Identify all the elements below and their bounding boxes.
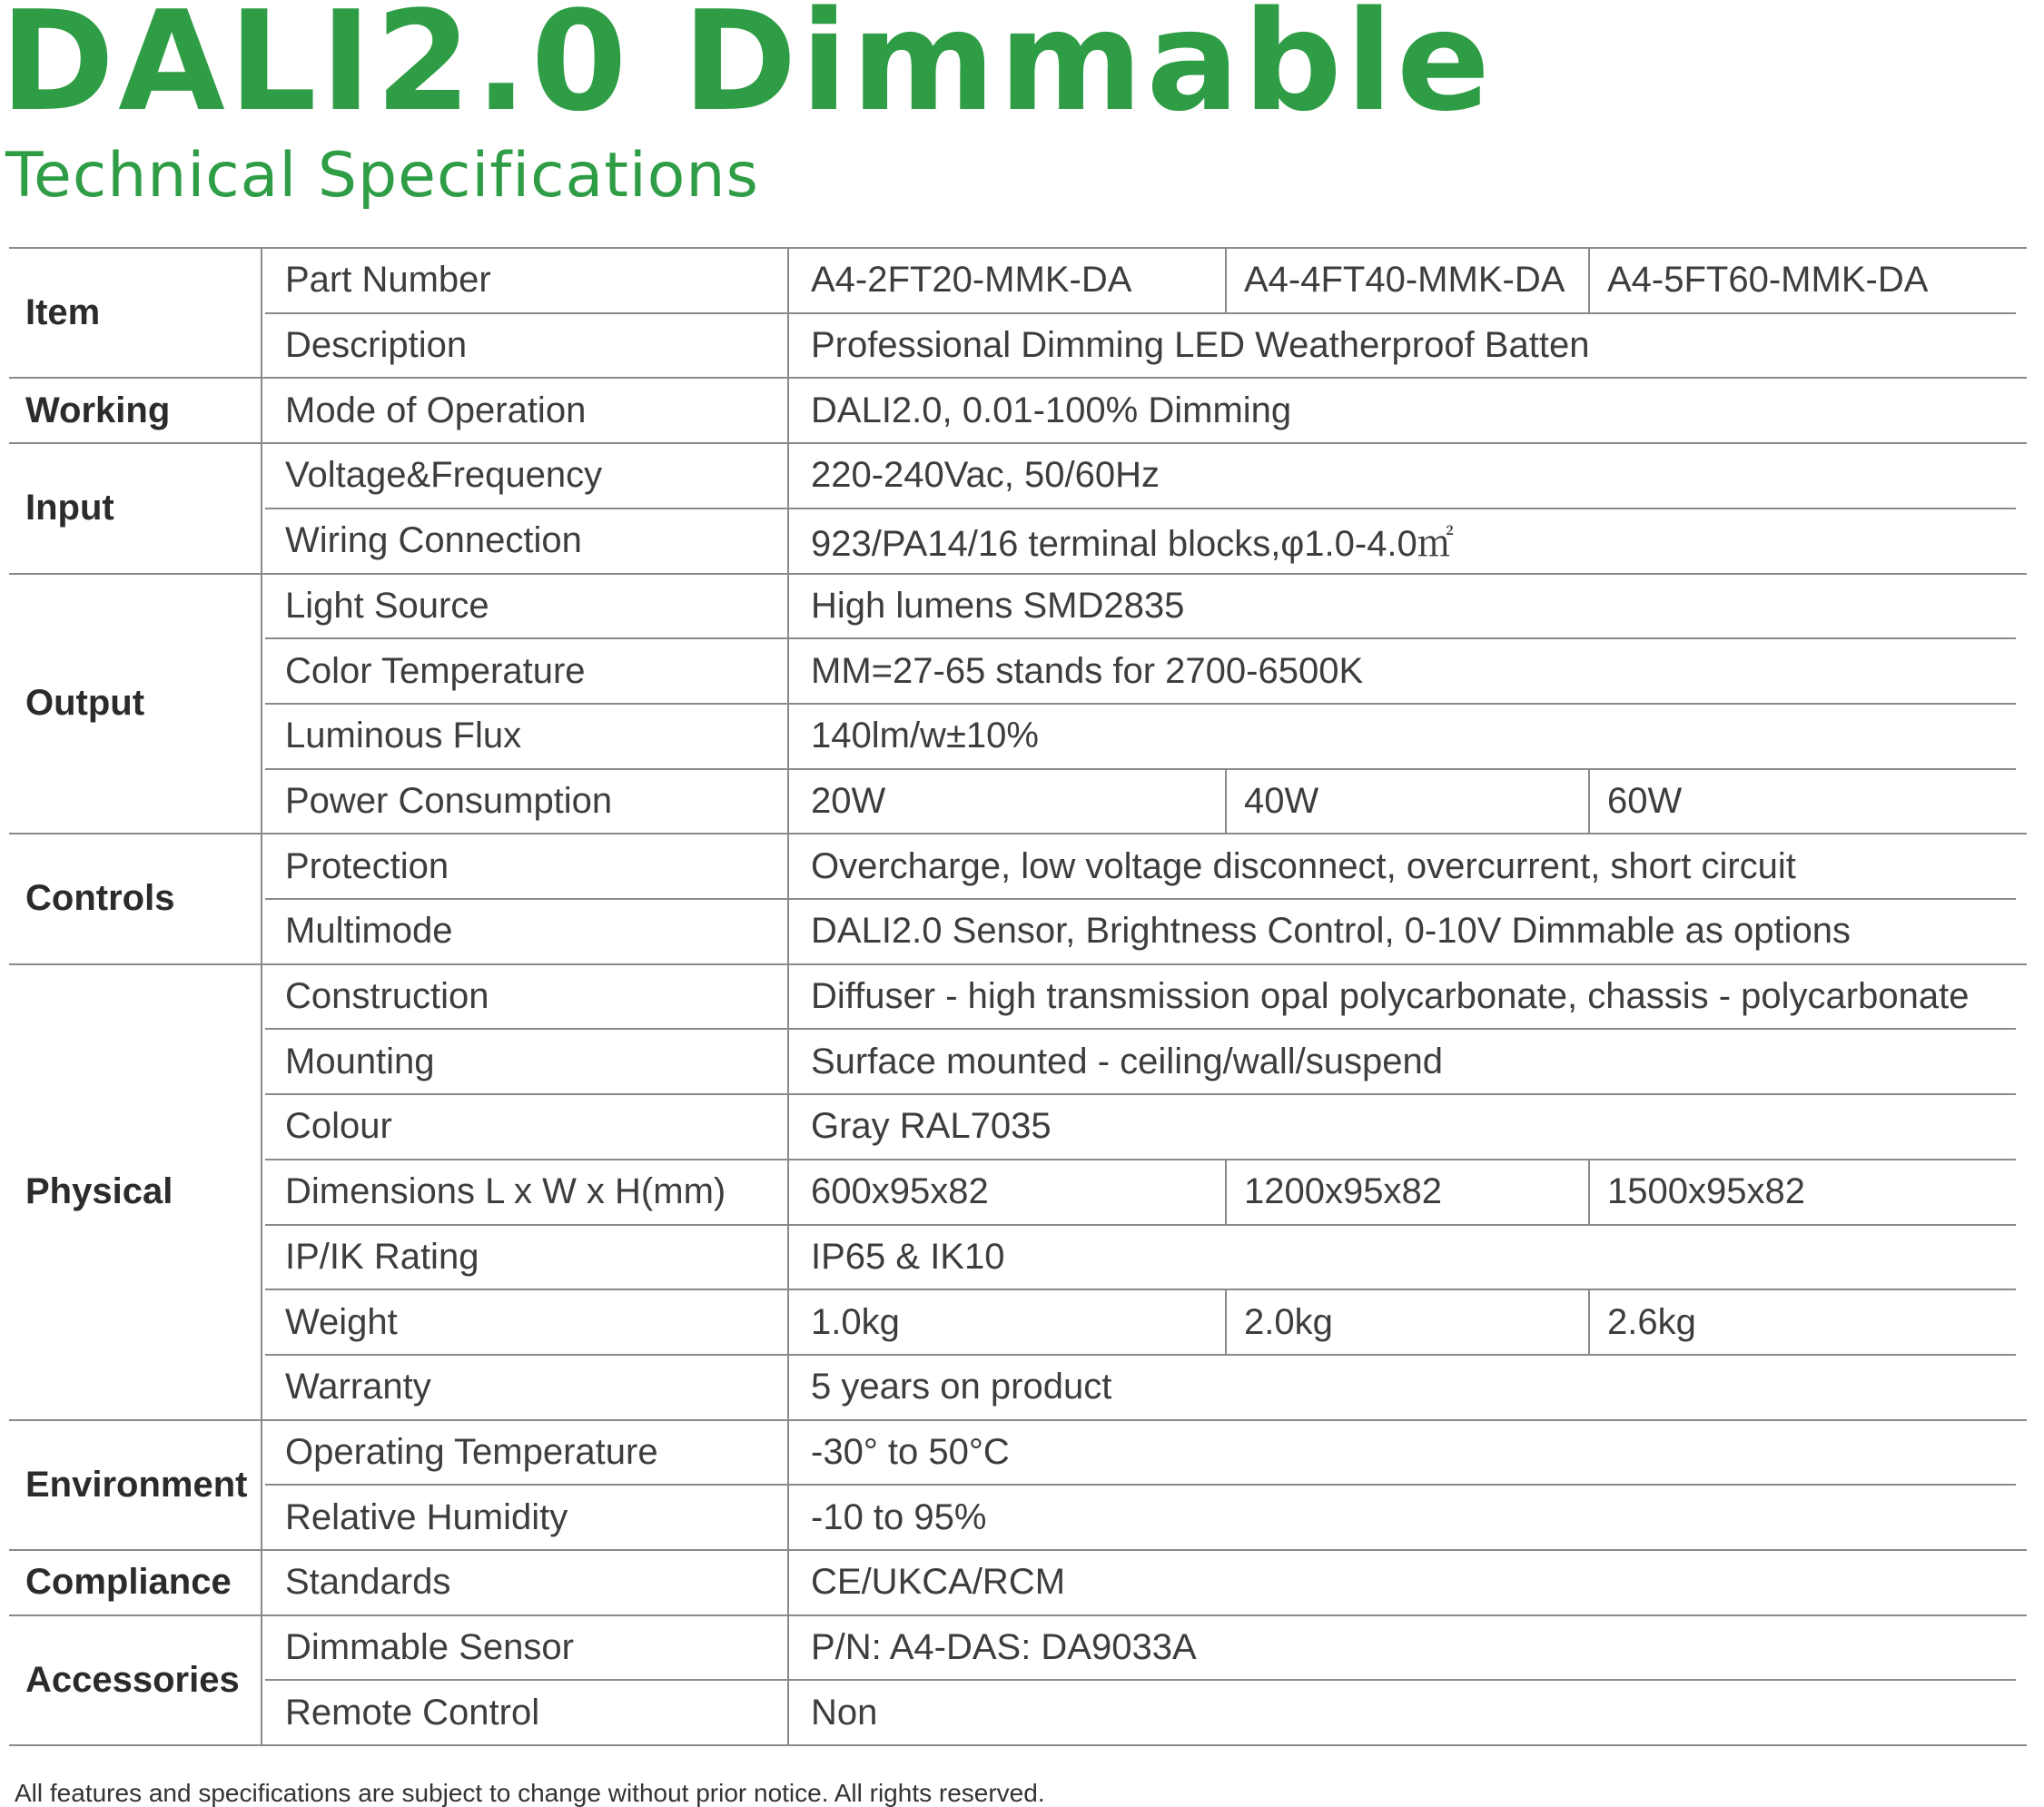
spec-value: 5 years on product (811, 1367, 1112, 1407)
page-title: DALI2.0 Dimmable (0, 0, 1495, 142)
spec-value-variant-1: 20W (811, 780, 886, 821)
spec-value-variant-1: A4-2FT20-MMK-DA (811, 260, 1132, 301)
spec-value: 923/PA14/16 terminal blocks,φ1.0-4.0㎡ (811, 524, 1454, 565)
spec-label: Remote Control (285, 1692, 540, 1733)
variant-column-divider (1588, 769, 1590, 834)
spec-value: 140lm/w±10% (811, 716, 1039, 756)
spec-value: Diffuser - high transmission opal polycarbonate, chassis - polycarbonate (811, 976, 1970, 1017)
category-label: Working (25, 390, 171, 430)
spec-value-variant-1: 1.0kg (811, 1301, 900, 1342)
spec-value: Gray RAL7035 (811, 1106, 1052, 1147)
spec-value: Non (811, 1692, 878, 1733)
spec-value-variant-3: 2.6kg (1607, 1301, 1696, 1342)
label-column-divider (787, 248, 789, 1745)
spec-label: Luminous Flux (285, 716, 522, 756)
spec-label: Weight (285, 1301, 398, 1342)
spec-value-variant-2: A4-4FT40-MMK-DA (1244, 260, 1565, 301)
category-label: Accessories (25, 1659, 240, 1700)
spec-value: 220-240Vac, 50/60Hz (811, 455, 1160, 496)
spec-value: Surface mounted - ceiling/wall/suspend (811, 1041, 1443, 1081)
footer-notice: All features and specifications are subject to change without prior notice. All rights reserved. (15, 1779, 1045, 1807)
spec-label: Part Number (285, 260, 491, 301)
spec-label: Operating Temperature (285, 1431, 658, 1472)
spec-label: Wiring Connection (285, 520, 582, 561)
spec-value-variant-1: 600x95x82 (811, 1171, 989, 1212)
category-label: Output (25, 683, 145, 724)
spec-label: Dimmable Sensor (285, 1627, 574, 1668)
variant-column-divider (1588, 1160, 1590, 1225)
spec-label: Construction (285, 976, 489, 1017)
row-divider (265, 1354, 2016, 1356)
spec-value: IP65 & IK10 (811, 1236, 1005, 1277)
spec-label: Colour (285, 1106, 392, 1147)
spec-label: Light Source (285, 585, 489, 626)
spec-value: Overcharge, low voltage disconnect, overcurrent, short circuit (811, 845, 1796, 886)
spec-value: -30° to 50°C (811, 1431, 1010, 1472)
variant-column-divider (1225, 1289, 1227, 1355)
spec-value-variant-2: 2.0kg (1244, 1301, 1333, 1342)
spec-label: Protection (285, 845, 449, 886)
category-label: Item (25, 292, 101, 333)
variant-column-divider (1225, 769, 1227, 834)
category-label: Physical (25, 1171, 173, 1212)
spec-label: Mounting (285, 1041, 435, 1081)
spec-label: Standards (285, 1562, 451, 1603)
spec-label: Multimode (285, 911, 453, 952)
spec-value: MM=27-65 stands for 2700-6500K (811, 650, 1364, 691)
variant-column-divider (1225, 1160, 1227, 1225)
spec-label: Description (285, 325, 468, 366)
variant-column-divider (1588, 248, 1590, 313)
category-column-divider (261, 248, 262, 1745)
row-divider (265, 1289, 2016, 1290)
spec-value: DALI2.0 Sensor, Brightness Control, 0-10V Dimmable as options (811, 911, 1851, 952)
variant-column-divider (1588, 1289, 1590, 1355)
spec-label: Power Consumption (285, 780, 613, 821)
category-label: Controls (25, 878, 175, 919)
spec-label: Warranty (285, 1367, 431, 1407)
spec-label: Voltage&Frequency (285, 455, 603, 496)
spec-value: -10 to 95% (811, 1496, 987, 1537)
spec-value-variant-2: 40W (1244, 780, 1319, 821)
spec-label: Color Temperature (285, 650, 586, 691)
spec-value: P/N: A4-DAS: DA9033A (811, 1627, 1197, 1668)
spec-value-variant-3: 60W (1607, 780, 1683, 821)
spec-value: CE/UKCA/RCM (811, 1562, 1066, 1603)
category-label: Environment (25, 1464, 248, 1505)
spec-label: Mode of Operation (285, 390, 587, 430)
spec-value-variant-2: 1200x95x82 (1244, 1171, 1442, 1212)
category-label: Compliance (25, 1562, 232, 1603)
page-subtitle: Technical Specifications (5, 140, 759, 212)
spec-value-variant-3: A4-5FT60-MMK-DA (1607, 260, 1929, 301)
category-label: Input (25, 488, 114, 528)
spec-label: IP/IK Rating (285, 1236, 479, 1277)
spec-value: High lumens SMD2835 (811, 585, 1185, 626)
spec-label: Dimensions L x W x H(mm) (285, 1171, 726, 1212)
variant-column-divider (1225, 248, 1227, 313)
spec-label: Relative Humidity (285, 1496, 568, 1537)
spec-value: Professional Dimming LED Weatherproof Batten (811, 325, 1590, 366)
spec-value-variant-3: 1500x95x82 (1607, 1171, 1805, 1212)
spec-value: DALI2.0, 0.01-100% Dimming (811, 390, 1292, 430)
